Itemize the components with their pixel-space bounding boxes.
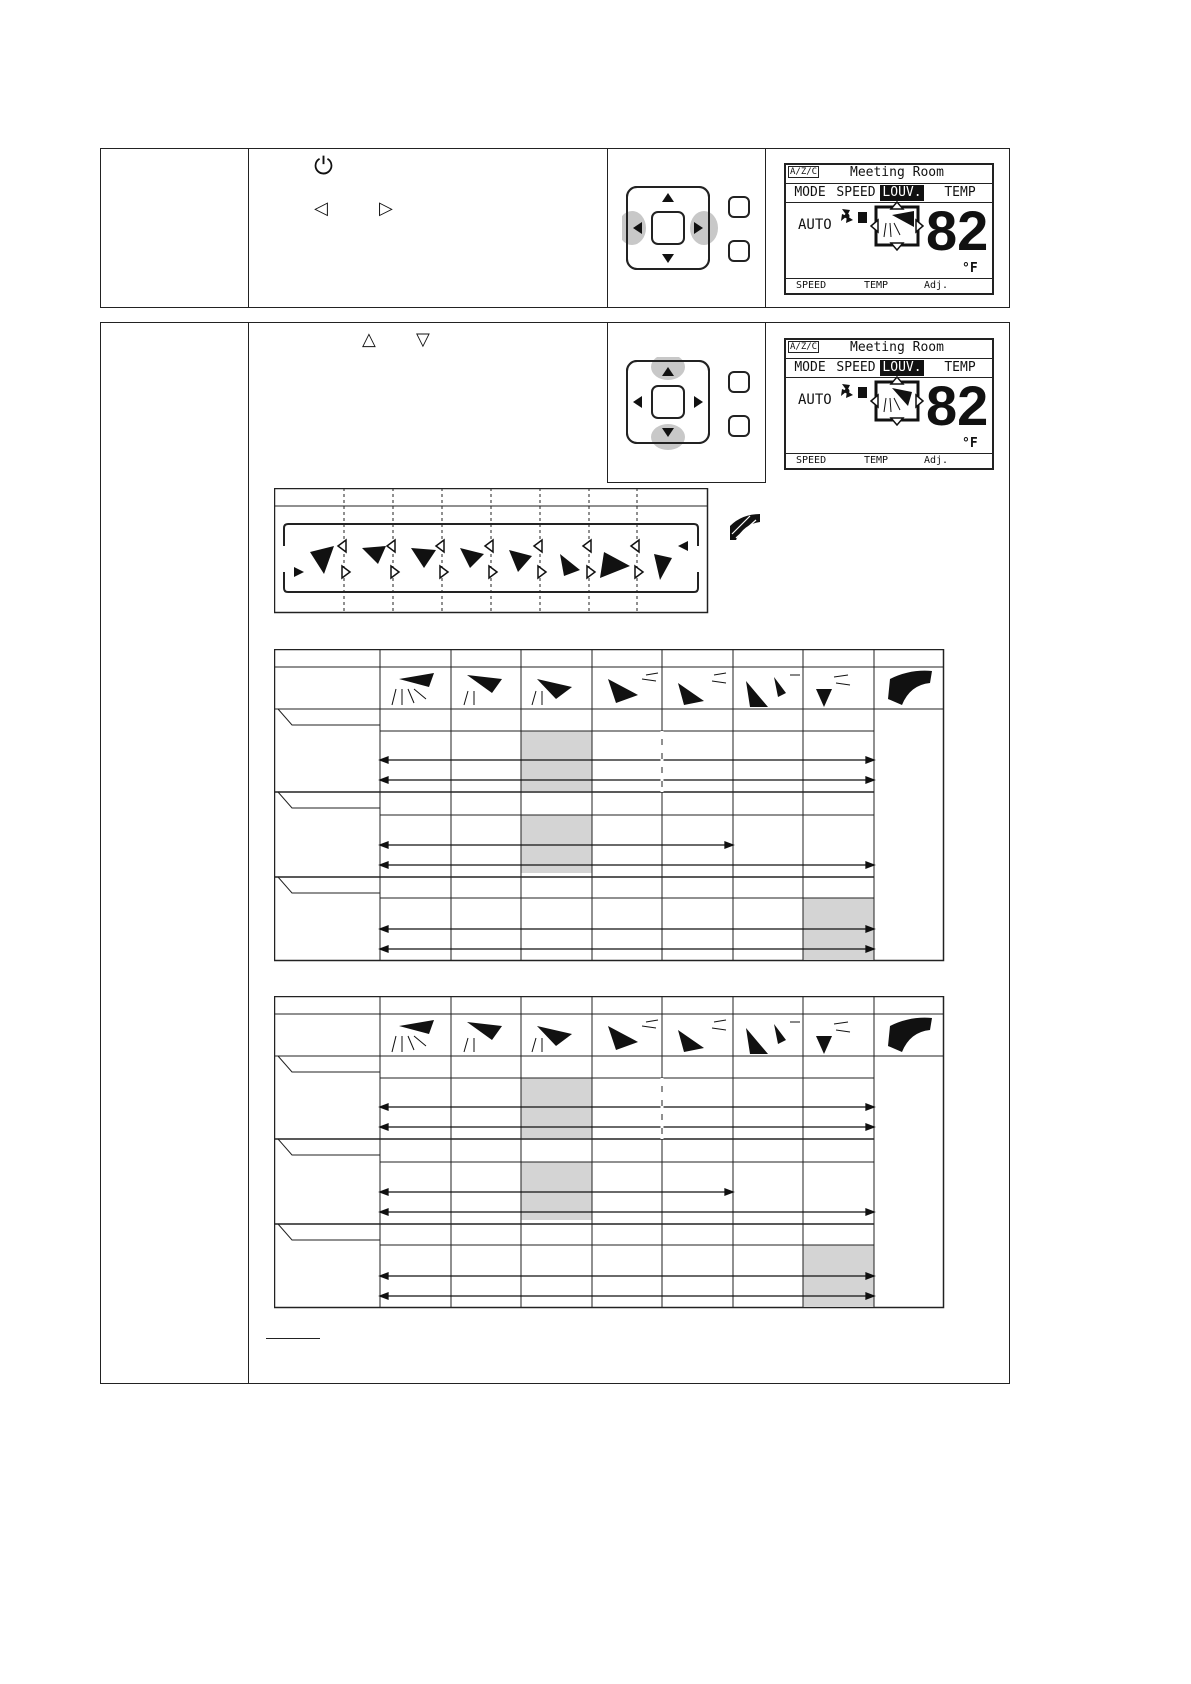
remote-button-top-2[interactable] bbox=[728, 371, 750, 393]
lcd-header bbox=[786, 340, 992, 359]
mode-value: AUTO bbox=[798, 392, 832, 408]
step-1-divider-c bbox=[765, 148, 766, 308]
footer-adj: Adj. bbox=[924, 455, 949, 466]
zone-icon: A/Z/C bbox=[790, 342, 818, 352]
louver-selector-icon[interactable] bbox=[870, 201, 924, 251]
remote-button-top[interactable] bbox=[728, 196, 750, 218]
louver-fan-icon bbox=[726, 512, 766, 542]
footer-speed: SPEED bbox=[796, 455, 827, 466]
power-icon: ⏻ bbox=[314, 152, 333, 180]
tab-temp[interactable]: TEMP bbox=[944, 360, 976, 375]
fan-icon bbox=[840, 380, 870, 402]
louver-position-table-1 bbox=[274, 649, 946, 965]
temperature-unit: °F bbox=[962, 436, 978, 451]
tab-speed[interactable]: SPEED bbox=[836, 185, 876, 200]
remote-button-bottom[interactable] bbox=[728, 240, 750, 262]
step-1-divider-a bbox=[248, 148, 249, 308]
footer-adj: Adj. bbox=[924, 280, 949, 291]
temperature-value: 82 bbox=[926, 374, 989, 437]
tab-mode[interactable]: MODE bbox=[794, 360, 826, 375]
footer-speed: SPEED bbox=[796, 280, 827, 291]
louver-cycle-diagram bbox=[274, 488, 710, 616]
lcd-header bbox=[786, 165, 992, 184]
note-underline bbox=[266, 1338, 320, 1339]
right-arrow-icon: ▷ bbox=[379, 198, 393, 219]
tab-speed[interactable]: SPEED bbox=[836, 360, 876, 375]
mode-value: AUTO bbox=[798, 217, 832, 233]
remote-button-bottom-2[interactable] bbox=[728, 415, 750, 437]
temperature-value: 82 bbox=[926, 199, 989, 262]
louver-selector-icon[interactable] bbox=[870, 376, 924, 426]
zone-icon: A/Z/C bbox=[790, 167, 818, 177]
left-arrow-icon: ◁ bbox=[314, 198, 328, 219]
step-2-divider bbox=[248, 322, 249, 1384]
tab-louver[interactable]: LOUV. bbox=[880, 185, 924, 201]
tab-temp[interactable]: TEMP bbox=[944, 185, 976, 200]
louver-position-table-2 bbox=[274, 996, 946, 1312]
tab-louver[interactable]: LOUV. bbox=[880, 360, 924, 376]
step-1-divider-b bbox=[607, 148, 608, 308]
down-arrow-icon: ▽ bbox=[416, 329, 430, 350]
room-name: Meeting Room bbox=[850, 340, 944, 355]
lcd-footer bbox=[786, 453, 992, 468]
lcd-screen-2 bbox=[784, 338, 994, 470]
lcd-footer bbox=[786, 278, 992, 293]
fan-icon bbox=[840, 205, 870, 227]
footer-temp: TEMP bbox=[864, 280, 889, 291]
lcd-screen bbox=[784, 163, 994, 295]
temperature-unit: °F bbox=[962, 261, 978, 276]
room-name: Meeting Room bbox=[850, 165, 944, 180]
tab-mode[interactable]: MODE bbox=[794, 185, 826, 200]
footer-temp: TEMP bbox=[864, 455, 889, 466]
up-arrow-icon: △ bbox=[362, 329, 376, 350]
